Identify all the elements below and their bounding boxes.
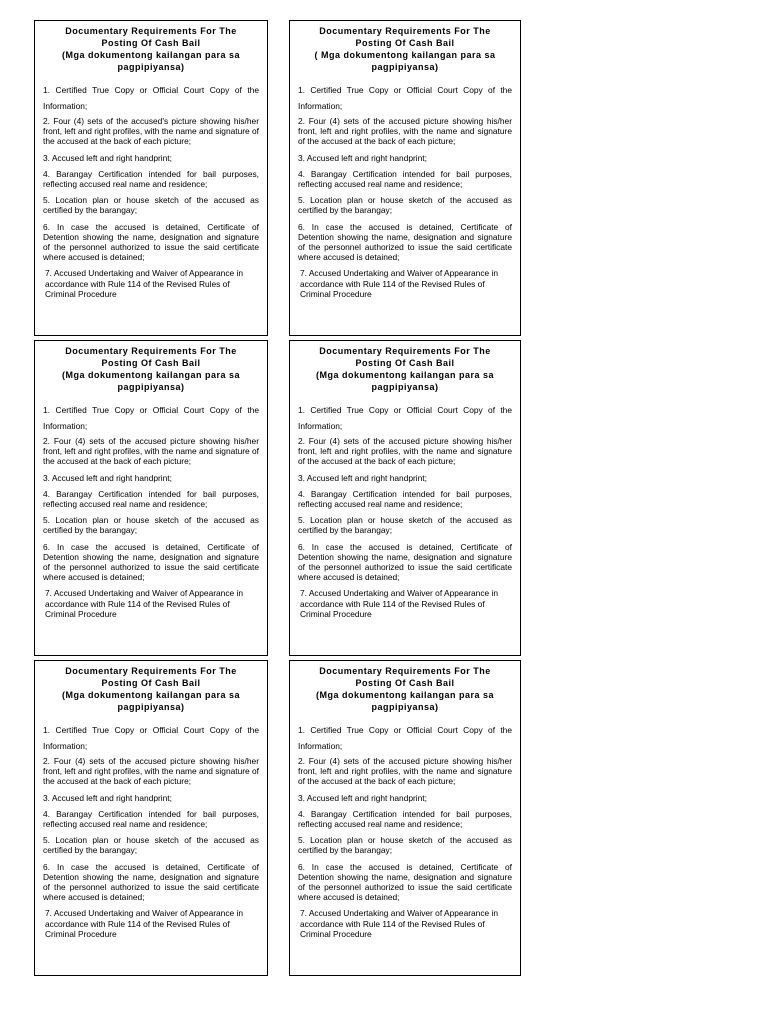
requirements-list	[298, 82, 512, 299]
requirement-item: 2. Four (4) sets of the accused picture showing his/her front, left and right profiles, with the name and signature of the accused at the back of each picture;	[298, 756, 512, 787]
requirements-card	[34, 340, 268, 656]
requirement-item: 5. Location plan or house sketch of the accused as certified by the barangay;	[298, 195, 512, 216]
requirement-item: 3. Accused left and right handprint;	[43, 472, 172, 483]
requirement-item: 6. In case the accused is detained, Certificate of Detention showing the name, designation and signature of the personnel authorized to issue the said certificate where accused is detained;	[298, 861, 512, 903]
requirement-item: 3. Accused left and right handprint;	[298, 472, 427, 483]
requirements-list	[43, 722, 259, 939]
requirement-item: 4. Barangay Certification intended for bail purposes, reflecting accused real name and residence;	[43, 488, 259, 510]
requirement-item: 6. In case the accused is detained, Certificate of Detention showing the name, designation and signature of the personnel authorized to issue the said certificate where accused is detained;	[43, 541, 259, 583]
requirement-item: 4. Barangay Certification intended for bail purposes, reflecting accused real name and residence;	[298, 168, 512, 190]
requirements-card	[289, 660, 521, 976]
requirement-item: 2. Four (4) sets of the accused's picture showing his/her front, left and right profiles, with the name and signature of the accused at the back of each picture;	[43, 116, 260, 147]
requirement-item: 6. In case the accused is detained, Certificate of Detention showing the name, designation and signature of the personnel authorized to issue the said certificate where accused is detained;	[43, 861, 259, 903]
requirement-item: 6. In case the accused is detained, Certificate of Detention showing the name, designation and signature of the personnel authorized to issue the said certificate where accused is detained;	[298, 221, 512, 263]
requirements-list	[298, 402, 512, 619]
requirement-item: 2. Four (4) sets of the accused picture showing his/her front, left and right profiles, with the name and signature of the accused at the back of each picture;	[298, 116, 512, 147]
requirement-item: 1. Certified True Copy or Official Court Copy of the Information;	[43, 85, 259, 111]
card-title: Documentary Requirements For The Posting Of Cash Bail ( Mga dokumentong kailangan para sa pagpipiyansa)	[314, 26, 496, 72]
requirement-item: 1. Certified True Copy or Official Court Copy of the Information;	[43, 405, 259, 431]
requirements-list	[43, 82, 259, 299]
card-title: Documentary Requirements For The Posting Of Cash Bail (Mga dokumentong kailangan para sa pagpipiyansa)	[315, 666, 495, 712]
requirement-item: 5. Location plan or house sketch of the accused as certified by the barangay;	[43, 515, 259, 536]
requirement-item: 6. In case the accused is detained, Certificate of Detention showing the name, designation and signature of the personnel authorized to issue the said certificate where accused is detained;	[298, 541, 512, 583]
requirement-item: 1. Certified True Copy or Official Court Copy of the Information;	[298, 405, 512, 431]
requirement-item: 1. Certified True Copy or Official Court Copy of the Information;	[43, 725, 259, 751]
card-title: Documentary Requirements For The Posting Of Cash Bail (Mga dokumentong kailangan para sa pagpipiyansa)	[61, 666, 241, 712]
card-title: Documentary Requirements For The Posting Of Cash Bail (Mga dokumentong kailangan para sa pagpipiyansa)	[61, 346, 241, 392]
card-title: Documentary Requirements For The Posting Of Cash Bail (Mga dokumentong kailangan para sa pagpipiyansa)	[61, 26, 241, 72]
requirement-item: 4. Barangay Certification intended for bail purposes, reflecting accused real name and residence;	[43, 808, 259, 830]
requirement-item: 7. Accused Undertaking and Waiver of Appearance in accordance with Rule 114 of the Revised Rules of Criminal Procedure	[300, 908, 499, 939]
requirement-item: 2. Four (4) sets of the accused picture showing his/her front, left and right profiles, with the name and signature of the accused at the back of each picture;	[298, 436, 512, 467]
requirement-item: 3. Accused left and right handprint;	[298, 792, 427, 803]
requirements-card	[289, 340, 521, 656]
requirement-item: 7. Accused Undertaking and Waiver of Appearance in accordance with Rule 114 of the Revised Rules of Criminal Procedure	[300, 268, 499, 299]
requirements-list	[298, 722, 512, 939]
requirement-item: 3. Accused left and right handprint;	[43, 792, 172, 803]
requirements-list	[43, 402, 259, 619]
requirements-card	[34, 20, 268, 336]
requirements-card	[34, 660, 268, 976]
requirement-item: 5. Location plan or house sketch of the accused as certified by the barangay;	[43, 195, 259, 216]
requirement-item: 4. Barangay Certification intended for bail purposes, reflecting accused real name and residence;	[43, 168, 259, 190]
requirement-item: 1. Certified True Copy or Official Court Copy of the Information;	[298, 85, 512, 111]
requirement-item: 5. Location plan or house sketch of the accused as certified by the barangay;	[43, 835, 259, 856]
requirements-card	[289, 20, 521, 336]
requirement-item: 7. Accused Undertaking and Waiver of Appearance in accordance with Rule 114 of the Revised Rules of Criminal Procedure	[45, 908, 244, 939]
requirement-item: 2. Four (4) sets of the accused picture showing his/her front, left and right profiles, with the name and signature of the accused at the back of each picture;	[43, 756, 260, 787]
requirement-item: 5. Location plan or house sketch of the accused as certified by the barangay;	[298, 835, 512, 856]
requirement-item: 1. Certified True Copy or Official Court Copy of the Information;	[298, 725, 512, 751]
requirement-item: 2. Four (4) sets of the accused picture showing his/her front, left and right profiles, with the name and signature of the accused at the back of each picture;	[43, 436, 260, 467]
requirement-item: 7. Accused Undertaking and Waiver of Appearance in accordance with Rule 114 of the Revised Rules of Criminal Procedure	[45, 268, 244, 299]
requirement-item: 5. Location plan or house sketch of the accused as certified by the barangay;	[298, 515, 512, 536]
requirement-item: 4. Barangay Certification intended for bail purposes, reflecting accused real name and residence;	[298, 808, 512, 830]
requirement-item: 3. Accused left and right handprint;	[43, 152, 172, 163]
requirement-item: 3. Accused left and right handprint;	[298, 152, 427, 163]
requirement-item: 6. In case the accused is detained, Certificate of Detention showing the name, designation and signature of the personnel authorized to issue the said certificate where accused is detained;	[43, 221, 259, 263]
requirement-item: 7. Accused Undertaking and Waiver of Appearance in accordance with Rule 114 of the Revised Rules of Criminal Procedure	[300, 588, 499, 619]
card-title: Documentary Requirements For The Posting Of Cash Bail (Mga dokumentong kailangan para sa pagpipiyansa)	[315, 346, 495, 392]
requirement-item: 7. Accused Undertaking and Waiver of Appearance in accordance with Rule 114 of the Revised Rules of Criminal Procedure	[45, 588, 244, 619]
requirement-item: 4. Barangay Certification intended for bail purposes, reflecting accused real name and residence;	[298, 488, 512, 510]
